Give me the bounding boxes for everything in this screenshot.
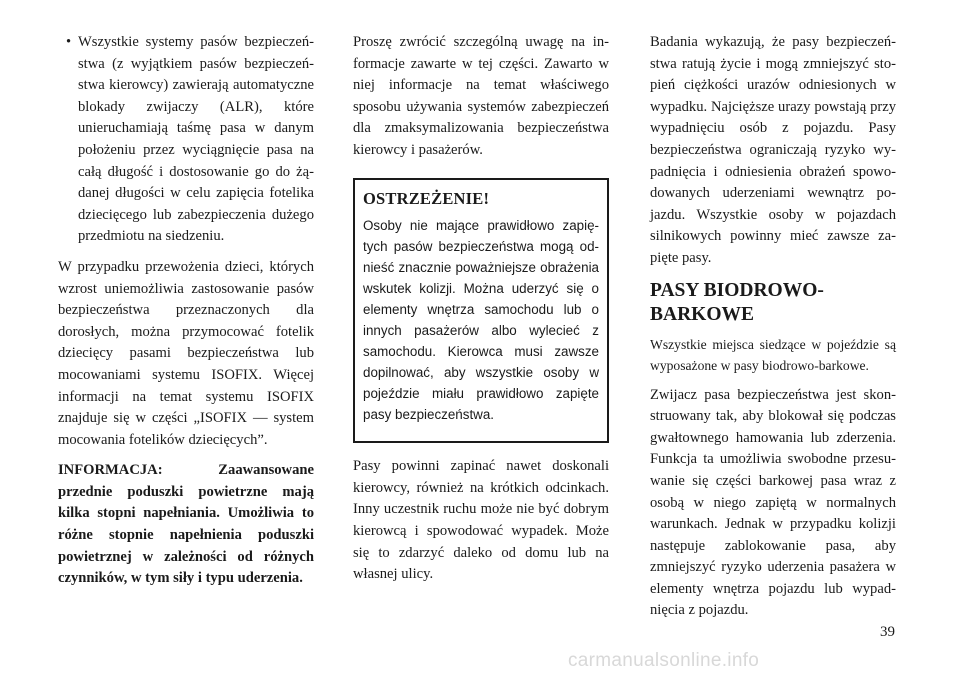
warning-body: Osoby nie mające prawidłowo zapiętych pasów bezpieczeństwa mogą odnieść znacznie poważniejsze obrażenia wskutek kolizji. Można uderzyć się o elementy wnętrza samochodu lub o innych pasażerów albo wylecieć z samochodu. Kierowca musi zawsze dopilnować, aby wszystkie osoby w pojeździe miału prawidłowo zapięte pasy bezpieczeństwa. — [363, 218, 599, 423]
page-number: 39 — [880, 624, 895, 640]
heading-line-1: PASY BIODROWO- — [650, 279, 824, 301]
retractor-paragraph: Zwijacz pasa bezpieczeństwa jest skonstruowany tak, aby blokował się podczas gwałtownego hamowania lub zderzenia. Funkcja ta umożliwia swobodne przesuwanie się części barkowej pasa wraz z osobą w niego zapiętą w normalnych warunkach. Jednak w przypadku kolizji następuje zablokowanie pasa, aby zmniejszyć ryzyko uderzenia pasażera w elementy wnętrza pojazdu lub wypadnięcia z pojazdu. — [650, 386, 896, 619]
heading-line-2: BARKOWE — [650, 303, 755, 325]
warning-box — [353, 178, 609, 444]
warning-title: OSTRZEŻENIE! — [363, 188, 490, 208]
watermark-text: carmanualsonline.info — [568, 650, 760, 671]
drivers-paragraph: Pasy powinni zapinać nawet doskonali kierowcy, również na krótkich odcinkach. Inny uczestnik ruchu może nie być dobrym kierowcą i spowodować wypadek. Może się to zdarzyć daleko od domu lub na własnej ulicy. — [353, 458, 609, 583]
bullet-text: Wszystkie systemy pasów bezpieczeństwa (z wyjątkiem pasów bezpieczeństwa kierowcy) zawierają automatyczne blokady zwijaczy (ALR), które unieruchamiają taśmę pasa w danym położeniu przez wyciągnięcie pasa na całą długość i dostosowanie go do żądanej długości w celu zapięcia fotelika dziecięcego lub zabezpieczenia dużego przedmiotu na siedzeniu. — [78, 34, 314, 245]
intro-paragraph: Proszę zwrócić szczególną uwagę na informacje zawarte w tej części. Zawarto w niej informacje na temat właściwego sposobu używania systemów zabezpieczeń dla zmaksymalizowania bezpieczeństwa kierowcy i pasażerów. — [353, 34, 609, 158]
section-heading — [650, 279, 896, 327]
right-column — [650, 32, 896, 631]
research-paragraph: Badania wykazują, że pasy bezpieczeństwa ratują życie i mogą zmniejszyć stopień ciężkości urazów odniesionych w wypadku. Najcięższe urazy powstają przy wypadnięciu osób z pojazdu. Pasy bezpieczeństwa ograniczają ryzyko wypadnięcia i odniesienia obrażeń spowodowanych uderzeniami wewnątrz pojazdu. Wszystkie osoby w pojazdach silnikowych powinny mieć zawsze zapięte pasy. — [650, 34, 896, 266]
lead-paragraph: Wszystkie miejsca siedzące w pojeździe są wyposażone w pasy biodrowo-barkowe. — [650, 336, 896, 373]
bullet-item-alr — [58, 32, 314, 248]
left-column — [58, 32, 314, 599]
child-seat-paragraph: W przypadku przewożenia dzieci, których wzrost uniemożliwia zastosowanie pasów bezpieczeństwa przeznaczonych dla dorosłych, można przymocować fotelik dziecięcy pasami bezpieczeństwa lub mocowaniami systemu ISOFIX. Więcej informacji na temat systemu ISOFIX znajduje się w części „ISOFIX — system mocowania fotelików dziecięcych”. — [58, 258, 314, 448]
info-note: INFORMACJA: Zaawansowane przednie poduszki powietrzne mają kilka stopni napełniania. Umożliwia to różne stopnie napełnienia poduszki powietrznej w zależności od różnych czynników, w tym siły i typu uderzenia. — [58, 462, 314, 587]
middle-column — [353, 32, 609, 595]
bullet-marker: • — [66, 34, 72, 50]
